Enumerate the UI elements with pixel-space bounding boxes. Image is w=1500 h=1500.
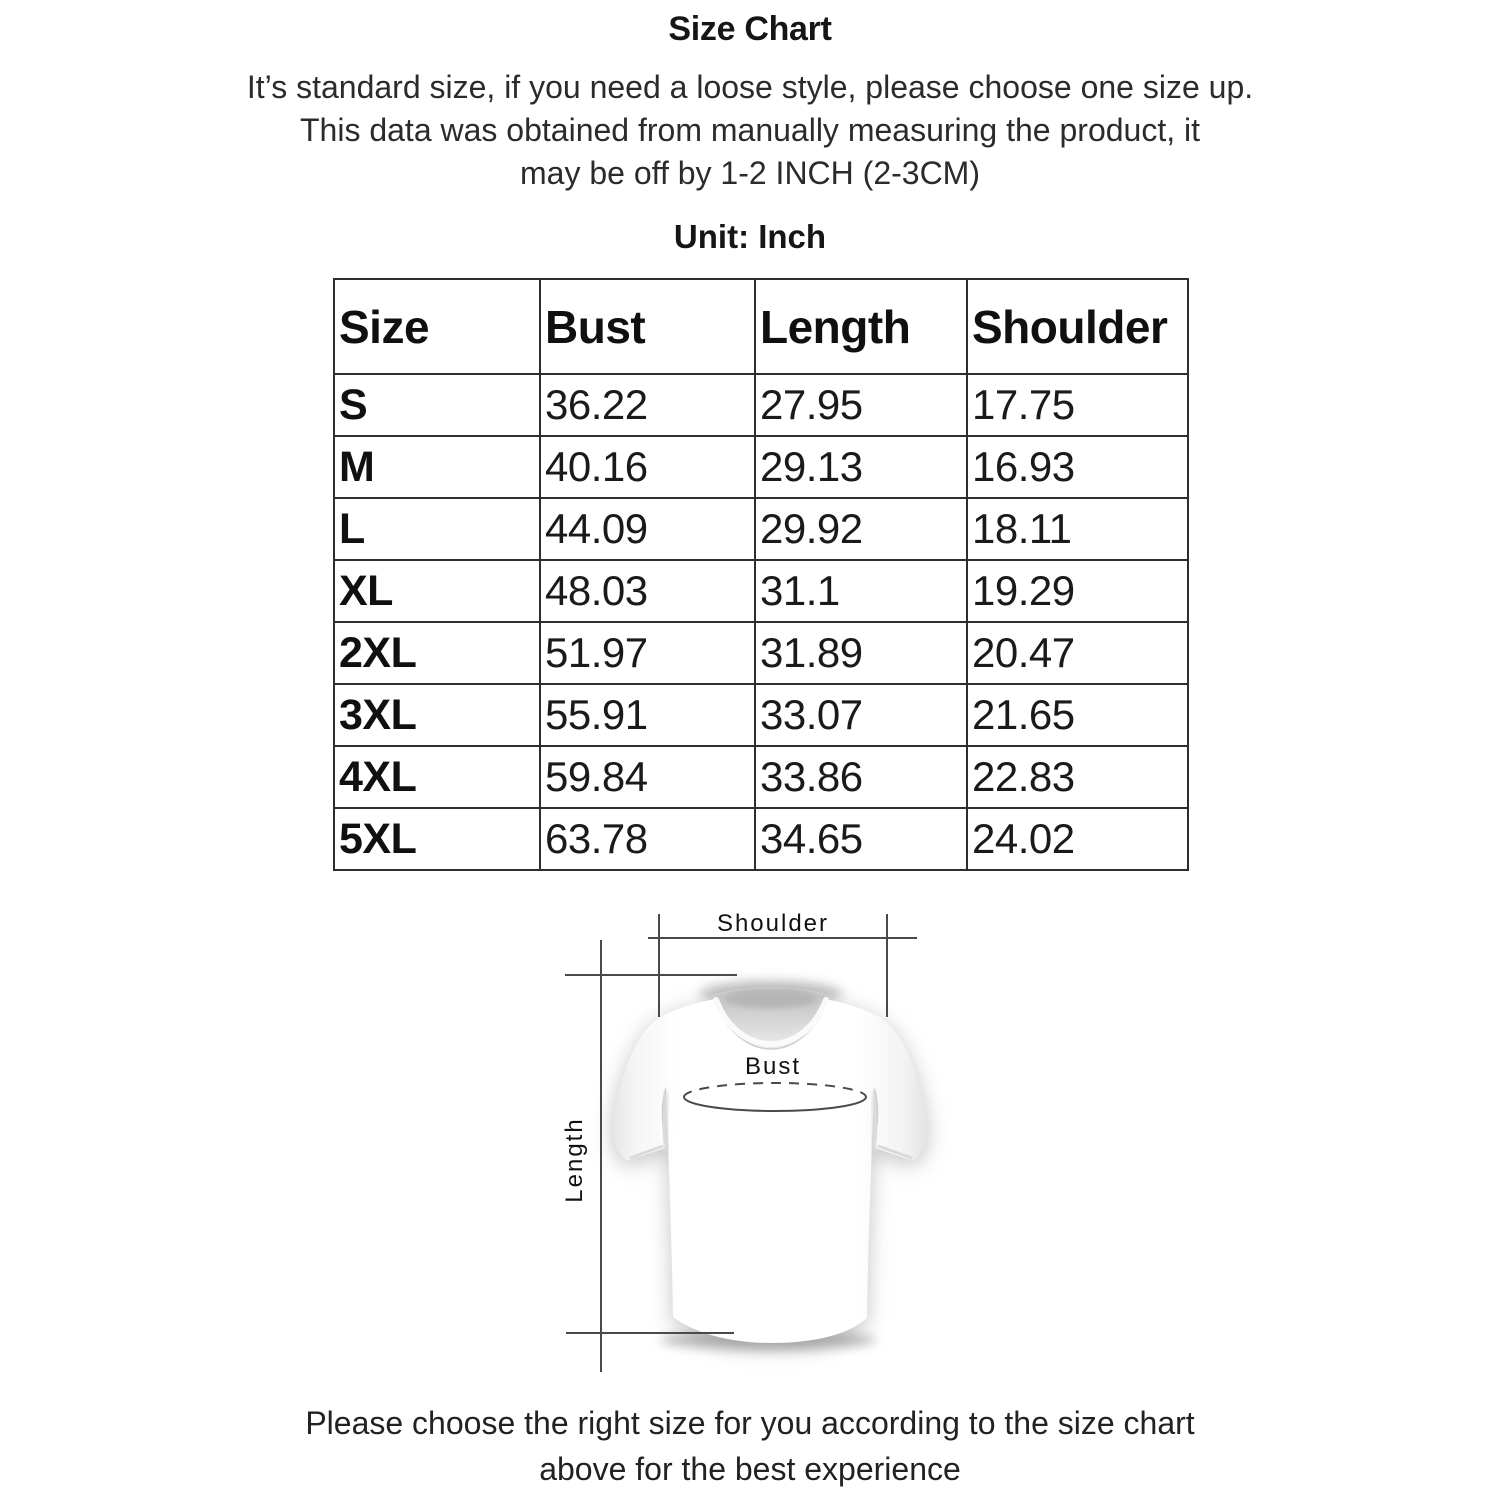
size-table-header-row [334,279,1188,374]
length-dimension-label: Length [561,1117,588,1203]
column-header-size: Size [334,279,540,374]
footer-line-1: Please choose the right size for you according to the size chart [305,1405,1195,1441]
size-cell: 2XL [334,622,540,684]
intro-line-3: may be off by 1-2 INCH (2-3CM) [520,155,980,191]
right-underarm-shade [873,1092,876,1150]
unit-label: Unit: Inch [673,218,827,255]
bust-cell: 51.97 [540,622,755,684]
size-cell: 4XL [334,746,540,808]
bust-cell: 55.91 [540,684,755,746]
shoulder-cell: 16.93 [967,436,1188,498]
bust-cell: 59.84 [540,746,755,808]
shoulder-cell: 22.83 [967,746,1188,808]
bust-dimension-label: Bust [744,1053,802,1080]
size-cell: L [334,498,540,560]
table-row [334,622,1188,684]
length-cell: 29.13 [755,436,967,498]
table-row [334,746,1188,808]
shoulder-cell: 18.11 [967,498,1188,560]
table-row [334,560,1188,622]
shoulder-cell: 21.65 [967,684,1188,746]
collar-inner-shadow [725,990,817,1008]
column-header-length: Length [755,279,967,374]
bust-cell: 36.22 [540,374,755,436]
intro-line-2: This data was obtained from manually measuring the product, it [299,112,1200,148]
size-cell: 3XL [334,684,540,746]
page-title: Size Chart [668,10,832,48]
size-cell: S [334,374,540,436]
footer-note [0,1400,1500,1492]
left-underarm-shade [664,1092,667,1150]
column-header-bust: Bust [540,279,755,374]
shirt-illustration [613,988,928,1343]
table-row [334,808,1188,870]
bust-cell: 40.16 [540,436,755,498]
length-cell: 33.07 [755,684,967,746]
size-cell: 5XL [334,808,540,870]
size-cell: XL [334,560,540,622]
shoulder-dimension-label: Shoulder [716,910,830,937]
length-cell: 31.89 [755,622,967,684]
intro-text [0,66,1500,195]
size-cell: M [334,436,540,498]
table-row [334,684,1188,746]
table-row [334,436,1188,498]
length-cell: 34.65 [755,808,967,870]
size-table [333,278,1189,871]
length-cell: 29.92 [755,498,967,560]
intro-line-1: It’s standard size, if you need a loose style, please choose one size up. [246,69,1254,105]
footer-line-2: above for the best experience [539,1451,961,1487]
length-cell: 27.95 [755,374,967,436]
bust-cell: 63.78 [540,808,755,870]
tshirt-measurement-diagram [540,895,1020,1390]
table-row [334,374,1188,436]
length-cell: 31.1 [755,560,967,622]
shoulder-cell: 19.29 [967,560,1188,622]
bust-cell: 48.03 [540,560,755,622]
column-header-shoulder: Shoulder [967,279,1188,374]
shoulder-cell: 20.47 [967,622,1188,684]
shoulder-cell: 17.75 [967,374,1188,436]
bust-cell: 44.09 [540,498,755,560]
table-row [334,498,1188,560]
shoulder-cell: 24.02 [967,808,1188,870]
length-cell: 33.86 [755,746,967,808]
